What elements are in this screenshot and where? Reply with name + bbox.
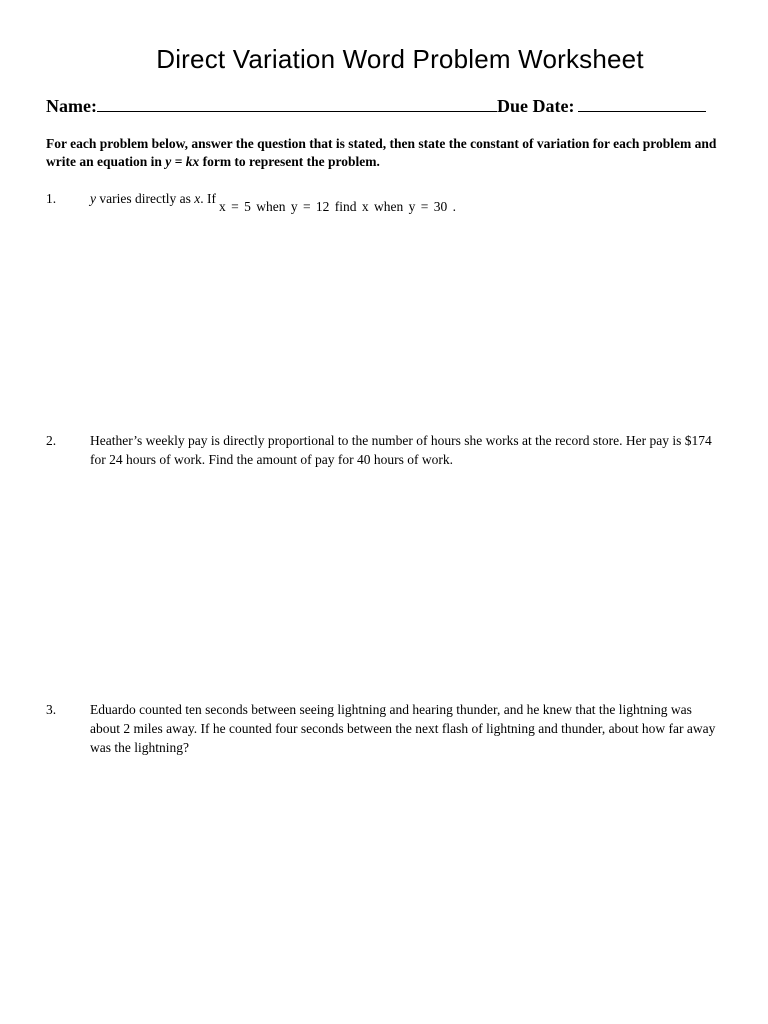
problem-text: Heather’s weekly pay is directly proportional to the number of hours she works at the record store. Her pay is $174 for 24 hours of work. Find the amount of pay for 40 hours of work. bbox=[90, 433, 712, 467]
problem-number: 1. bbox=[46, 191, 57, 206]
problem-number: 3. bbox=[46, 702, 57, 717]
problem-text bbox=[90, 189, 716, 214]
var-y: y bbox=[90, 191, 96, 206]
problem-2 bbox=[46, 431, 746, 471]
problem-text-b: . If bbox=[200, 191, 216, 206]
instructions-equation: y = kx bbox=[165, 154, 200, 169]
problem-3 bbox=[46, 700, 746, 760]
name-due-line bbox=[46, 95, 706, 117]
problem-equation: x = 5 when y = 12 find x when y = 30 . bbox=[218, 199, 457, 214]
problem-1 bbox=[46, 189, 746, 219]
due-date-blank[interactable] bbox=[578, 95, 706, 112]
name-blank[interactable] bbox=[97, 95, 497, 112]
instructions bbox=[46, 135, 726, 171]
problem-number: 2. bbox=[46, 433, 57, 448]
name-label: Name: bbox=[46, 96, 97, 116]
var-x: x bbox=[194, 191, 201, 206]
page-title: Direct Variation Word Problem Worksheet bbox=[156, 44, 644, 74]
due-date-label: Due Date: bbox=[496, 96, 575, 116]
instructions-text-b: form to represent the problem. bbox=[199, 154, 380, 169]
problem-text-a: varies directly as bbox=[96, 191, 195, 206]
instructions-text-a: For each problem below, answer the question that is stated, then state the constant of variation for each problem and write an equation in bbox=[46, 136, 717, 169]
problem-text: Eduardo counted ten seconds between seeing lightning and hearing thunder, and he knew that the lightning was about 2 miles away. If he counted four seconds between the next flash of lightning and thunder, about how far away was the lightning? bbox=[90, 702, 716, 755]
